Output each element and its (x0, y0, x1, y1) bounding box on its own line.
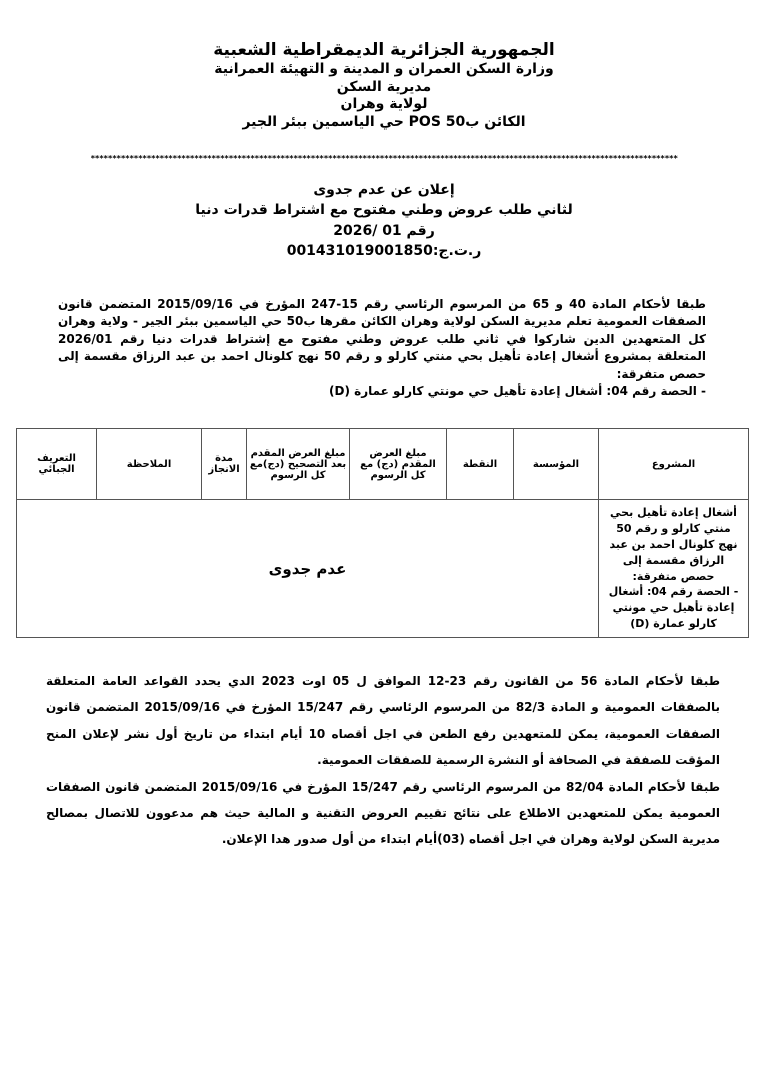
tax-registration: ر.ت.ج:001431019001850 (286, 242, 482, 259)
header-project: المشروع (599, 429, 749, 500)
title-line-2: لثاني طلب عروض وطني مفتوح مع اشتراط قدرات دنيا (195, 202, 573, 219)
results-table (16, 428, 749, 638)
directorate-name: مديرية السكن (336, 78, 432, 95)
footer-section (46, 668, 720, 853)
header-institution: المؤسسة (514, 429, 599, 500)
intro-lot: - الحصة رقم 04: أشغال إعادة تأهيل حي مونتي كارلو عمارة (D) (329, 383, 706, 398)
header-offer-corrected: مبلغ العرض المقدم بعد التصحيح (دج)مع كل الرسوم (247, 429, 350, 500)
title-number: رقم 01 /2026 (333, 222, 435, 239)
address-line: الكائن ب50 POS حي الياسمين ببئر الجير (242, 113, 526, 130)
appeal-paragraph: طبقا لأحكام المادة 56 من القانون رقم 23-12 الموافق ل 05 اوت 2023 الدي يحدد القواعد العامة المتعلقة بالصفقات العمومية و المادة 82/3 من المرسوم الرئاسي رقم 15/247 المؤرخ في 2015/09/16 المتضمن قانون الصفقات العمومية، يمكن للمتعهدين رفع الطعن في اجل أقصاه 10 أيام ابتداء من تاريخ أول نشر لإعلان المنح المؤقت للصفقة في الصحافة أو النشرة الرسمية للصفقات العمومية. (46, 674, 721, 768)
header-score: النقطة (447, 429, 514, 500)
title-line-1: إعلان عن عدم جدوى (313, 182, 455, 198)
table-row (17, 500, 749, 638)
header-tax-id: التعريف الجبائي (17, 429, 97, 500)
separator-line: **************************************************************************************************************************************** (90, 154, 678, 163)
project-description: أشغال إعادة تأهيل بحي منتي كارلو و رقم 50 نهج كلونال احمد بن عبد الرزاق مقسمة إلى حصص متفرقة: (609, 505, 738, 583)
result-status: عدم جدوى (17, 500, 599, 638)
republic-title: الجمهورية الجزائرية الديمقراطية الشعبية (213, 40, 555, 60)
evaluation-paragraph: طبقا لأحكام المادة 82/04 من المرسوم الرئاسي رقم 15/247 المؤرخ في 2015/09/16 المتضمن قانون الصفقات العمومية يمكن للمتعهدين الاطلاع على نتائج تقييم العروض التقنية و المالية حيث هم مدعوون للاتصال بمصالح مديرية السكن لولاية وهران في اجل أقصاه (03)أيام ابتداء من أول صدور هدا الإعلان. (46, 779, 721, 847)
intro-paragraph: طبقا لأحكام المادة 40 و 65 من المرسوم الرئاسي رقم 15-247 المؤرخ في 2015/09/16 المتضمن قانون الصفقات العمومية تعلم مديرية السكن لولاية وهران الكائن مقرها ب50 حي الياسمين ببئر الجير - ولاية وهران كل المتعهدين الدين شاركوا في ثاني طلب عروض وطني مفتوح مع إشتراط قدرات دنيا رقم 2026/01 المتعلقة بمشروع أشغال إعادة تأهيل بحي منتي كارلو و رقم 50 نهج كلونال احمد بن عبد الرزاق مقسمة إلى حصص متفرقة: (58, 297, 706, 381)
wilaya-name: لولاية وهران (340, 96, 428, 113)
header-duration: مدة الانجاز (202, 429, 247, 500)
header-offer-amount: مبلغ العرض المقدم (دج) مع كل الرسوم (350, 429, 447, 500)
project-cell (599, 500, 749, 638)
project-lot: - الحصة رقم 04: أشغال إعادة تأهيل حي مونتي كارلو عمارة (D) (608, 585, 739, 631)
announcement-title (0, 180, 768, 261)
ministry-name: وزارة السكن العمران و المدينة و التهيئة العمرانية (214, 61, 554, 78)
header-remark: الملاحظة (97, 429, 202, 500)
intro-section (58, 296, 706, 400)
table-header-row (17, 429, 749, 500)
letterhead (0, 40, 768, 131)
